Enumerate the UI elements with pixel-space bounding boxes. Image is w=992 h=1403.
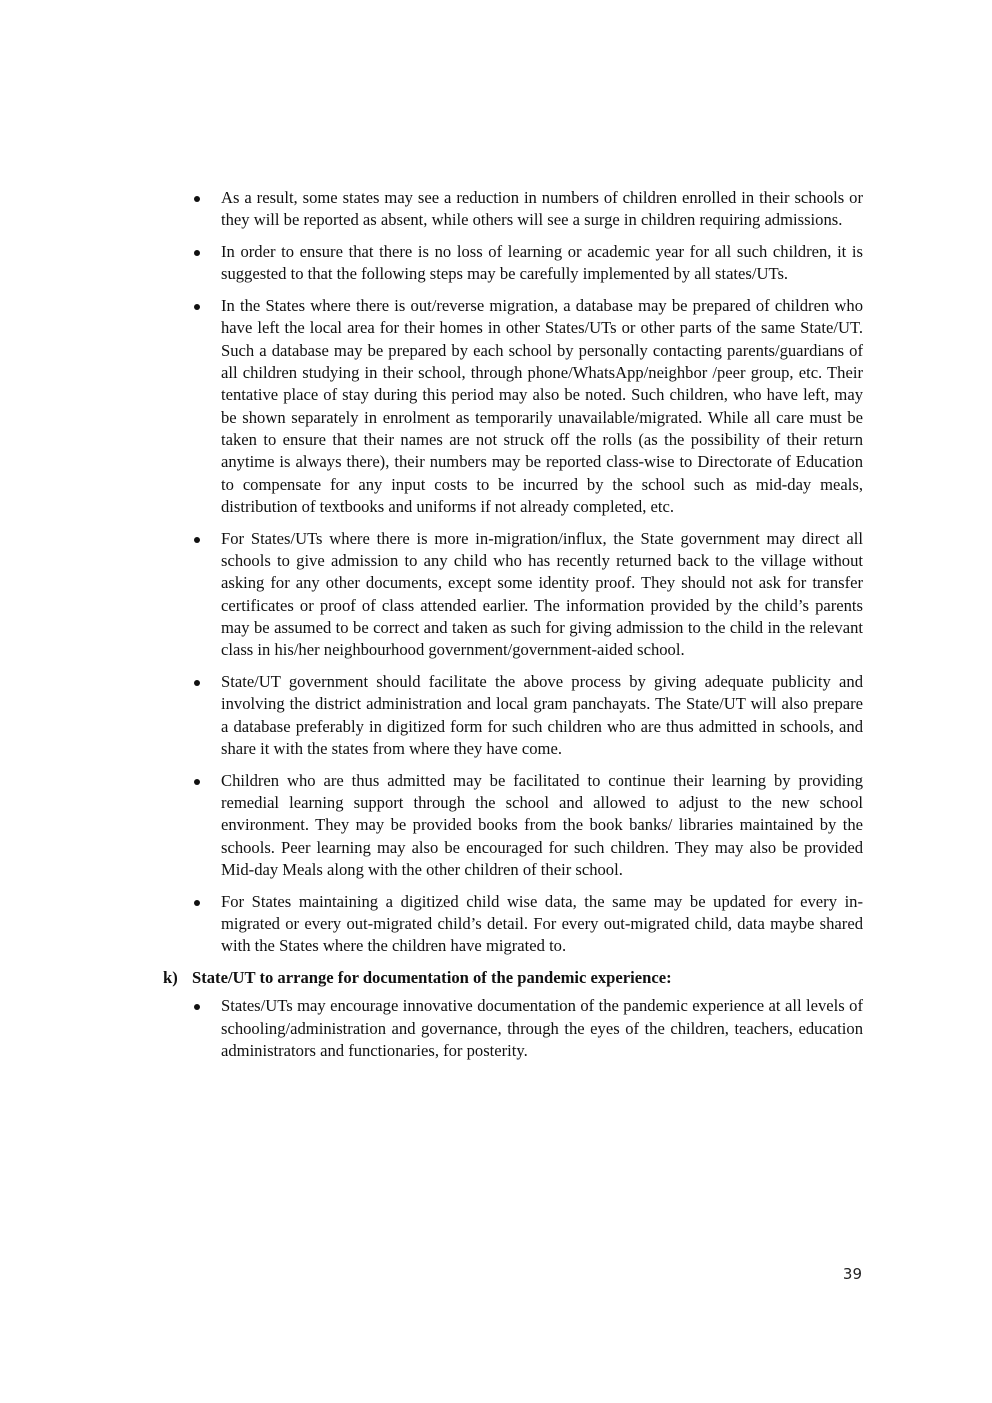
list-item-text: For States/UTs where there is more in-migration/influx, the State government may direct all schools to give admission to any child who has recently returned back to the village without asking for any other documents, except some identity proof. They should not ask for transfer certificates or proof of class attended earlier. The information provided by the child’s parents may be assumed to be correct and taken as such for giving admission to the child in the relevant class in his/her neighbourhood government/government-aided school. (221, 528, 863, 660)
bullet-icon (194, 680, 200, 686)
list-item-text: For States maintaining a digitized child wise data, the same may be updated for every in-migrated or every out-migrated child’s detail. For every out-migrated child, data maybe shared with the States where the children have migrated to. (221, 891, 863, 956)
list-item-text: As a result, some states may see a reduction in numbers of children enrolled in their schools or they will be reported as absent, while others will see a surge in children requiring admissions. (221, 188, 863, 230)
section-title: State/UT to arrange for documentation of the pandemic experience: (192, 968, 672, 987)
bullet-icon (194, 537, 200, 543)
list-item-text: In order to ensure that there is no loss of learning or academic year for all such children, it is suggested to that the following steps may be carefully implemented by all states/UTs. (221, 242, 863, 284)
list-item-text: State/UT government should facilitate the above process by giving adequate publicity and involving the district administration and local gram panchayats. The State/UT will also prepare a database preferably in digitized form for such children who are thus admitted in schools, and share it with the states from where they have come. (221, 671, 863, 758)
list-item-text: In the States where there is out/reverse migration, a database may be prepared of children who have left the local area for their homes in other States/UTs or other parts of the same State/UT. Such a database may be prepared by each school by personally contacting parents/guardians of all children studying in their school, through phone/WhatsApp/neighbor /peer group, etc. Their tentative place of stay during this period may also be noted. Such children, who have left, may be shown separately in enrolment as temporarily unavailable/migrated. While all care must be taken to ensure that their names are not struck off the rolls (as the possibility of their return anytime is always there), their numbers may be reported class-wise to Directorate of Education to compensate for any input costs to be incurred by the school such as mid-day meals, distribution of textbooks and uniforms if not already completed, etc. (221, 296, 863, 516)
section-heading-k (163, 967, 863, 989)
list-item (163, 528, 863, 662)
list-item (163, 995, 863, 1062)
page-content (163, 187, 863, 1072)
bullet-icon (194, 779, 200, 785)
list-item (163, 241, 863, 286)
bullet-icon (194, 1004, 200, 1010)
bullet-list (163, 187, 863, 958)
section-marker: k) (163, 968, 178, 987)
bullet-icon (194, 900, 200, 906)
bullet-icon (194, 250, 200, 256)
list-item (163, 770, 863, 881)
list-item (163, 671, 863, 760)
bullet-icon (194, 304, 200, 310)
list-item (163, 891, 863, 958)
list-item (163, 187, 863, 232)
section-k-bullet-list (163, 995, 863, 1062)
list-item-text: States/UTs may encourage innovative documentation of the pandemic experience at all levels of schooling/administration and governance, through the eyes of the children, teachers, education administrators and functionaries, for posterity. (221, 996, 863, 1060)
list-item-text: Children who are thus admitted may be facilitated to continue their learning by providing remedial learning support through the school and allowed to adjust to the new school environment. They may be provided books from the book banks/ libraries maintained by the schools. Peer learning may also be encouraged for such children. They may also be provided Mid-day Meals along with the other children of their school. (221, 770, 863, 879)
list-item (163, 295, 863, 518)
page-number: 39 (842, 1265, 862, 1283)
bullet-icon (194, 196, 200, 202)
